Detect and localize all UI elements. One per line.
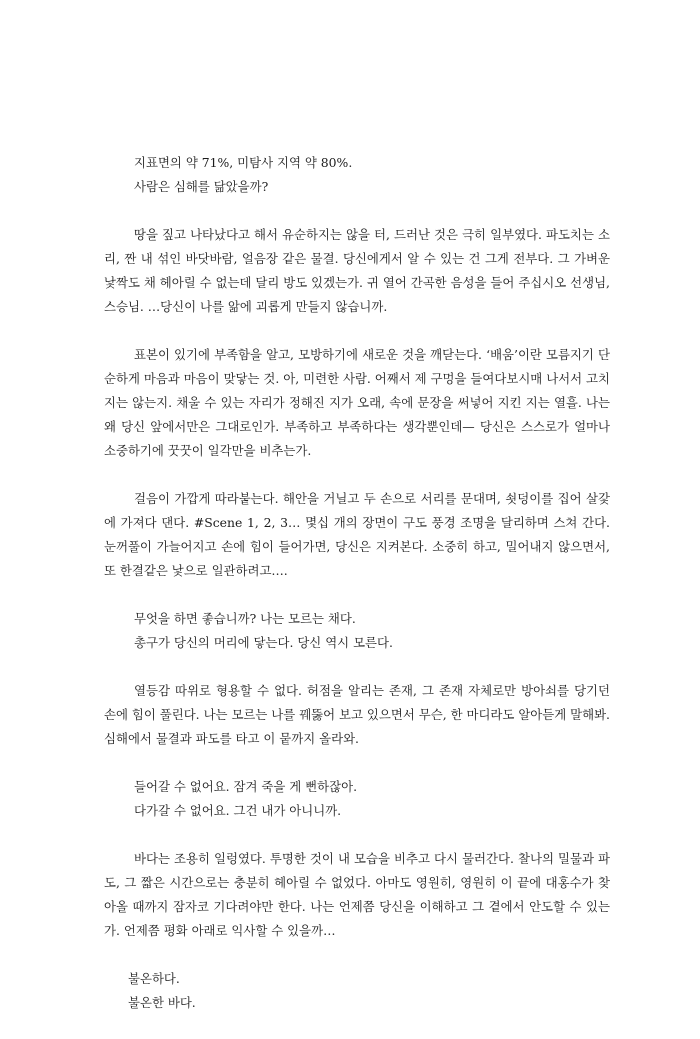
prose-paragraph-5 bbox=[104, 847, 610, 943]
prose-paragraph-4 bbox=[104, 679, 610, 751]
closing-verse bbox=[104, 967, 610, 1015]
verse-line: 다가갈 수 없어요. 그건 내가 아니니까. bbox=[134, 803, 342, 818]
paragraph-text: 바다는 조용히 일렁였다. 투명한 것이 내 모습을 비추고 다시 물러간다. 찰나의 밀물과 파도, 그 짧은 시간으로는 충분히 헤아릴 수 없었다. 아마도 영원히, 영원히 이 끝에 대홍수가 찾아올 때까지 잠자코 기다려야만 한다. 나는 언제쯤 당신을 이해하고 그 곁에서 안도할 수 있는가. 언제쯤 평화 아래로 익사할 수 있을까… bbox=[104, 851, 610, 938]
verse-line: 불온하다. bbox=[128, 971, 180, 986]
verse-line: 불온한 바다. bbox=[128, 995, 196, 1010]
verse-line: 무엇을 하면 좋습니까? 나는 모르는 채다. bbox=[134, 611, 356, 626]
prose-paragraph-2 bbox=[104, 343, 610, 463]
verse-line: 사람은 심해를 닮았을까? bbox=[134, 179, 269, 194]
paragraph-text: 표본이 있기에 부족함을 알고, 모방하기에 새로운 것을 깨닫는다. ‘배움’이란 모름지기 단순하게 마음과 마음이 맞닿는 것. 아, 미련한 사람. 어째서 제 구멍을 들여다보시매 나서서 고치지는 않는지. 채울 수 있는 자리가 정해진 지가 오래, 속에 문장을 써넣어 지킨 지는 열흘. 나는 왜 당신 앞에서만은 그대로인가. 부족하고 부족하다는 생각뿐인데— 당신은 스스로가 얼마나 소중하기에 꿋꿋이 일각만을 비추는가. bbox=[104, 347, 610, 458]
dialogue-verse-1 bbox=[104, 607, 610, 655]
verse-line: 지표면의 약 71%, 미탐사 지역 약 80%. bbox=[134, 155, 353, 170]
verse-line: 들어갈 수 없어요. 잠겨 죽을 게 뻔하잖아. bbox=[134, 779, 358, 794]
prose-paragraph-1 bbox=[104, 223, 610, 319]
paragraph-text: 걸음이 가깝게 따라붙는다. 해안을 거닐고 두 손으로 서리를 문대며, 쇳덩이를 집어 살갗에 가져다 댄다. #Scene 1, 2, 3… 몇십 개의 장면이 구도 풍경 조명을 달리하며 스쳐 간다. 눈꺼풀이 가늘어지고 손에 힘이 들어가면, 당신은 지켜본다. 소중히 하고, 밀어내지 않으면서, 또 한결같은 낯으로 일관하려고…. bbox=[104, 491, 610, 578]
opening-verse bbox=[104, 151, 610, 199]
prose-paragraph-3 bbox=[104, 487, 610, 583]
dialogue-verse-2 bbox=[104, 775, 610, 823]
paragraph-text: 땅을 짚고 나타났다고 해서 유순하지는 않을 터, 드러난 것은 극히 일부였다. 파도치는 소리, 짠 내 섞인 바닷바람, 얼음장 같은 물결. 당신에게서 알 수 있는 건 그게 전부다. 그 가벼운 낯짝도 채 헤아릴 수 없는데 달리 방도 있겠는가. 귀 열어 간곡한 음성을 들어 주십시오 선생님, 스승님. …당신이 나를 앎에 괴롭게 만들지 않습니까. bbox=[104, 227, 610, 314]
verse-line: 총구가 당신의 머리에 닿는다. 당신 역시 모른다. bbox=[134, 635, 393, 650]
document-body bbox=[104, 151, 610, 1039]
paragraph-text: 열등감 따위로 형용할 수 없다. 허점을 알리는 존재, 그 존재 자체로만 방아쇠를 당기던 손에 힘이 풀린다. 나는 모르는 나를 꿰뚫어 보고 있으면서 무슨, 한 마디라도 알아듣게 말해봐. 심해에서 물결과 파도를 타고 이 뭍까지 올라와. bbox=[104, 683, 610, 746]
